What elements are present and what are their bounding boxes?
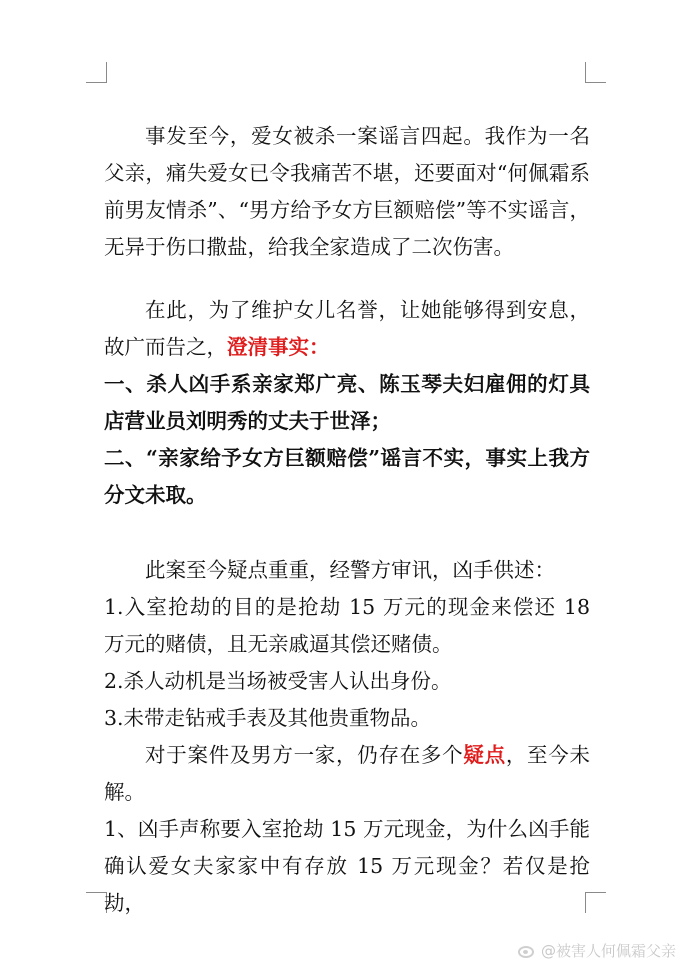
page-corner-mark-top-right [585, 62, 606, 83]
clarify-lead-text: 在此，为了维护女儿名誉，让她能够得到安息，故广而告之， [104, 298, 590, 359]
questions-lead-text: 对于案件及男方一家，仍存在多个 [145, 743, 464, 767]
document-body [104, 118, 590, 922]
spacer [104, 266, 590, 292]
clarify-highlight-text: 澄清事实： [227, 335, 330, 359]
questions-tail-text: ，至今未解。 [104, 743, 591, 804]
page-corner-mark-top-left [86, 62, 107, 83]
weibo-icon [518, 943, 538, 959]
weibo-watermark [518, 940, 676, 961]
paragraph-doubts-intro: 此案至今疑点重重，经警方审讯，凶手供述： [145, 558, 555, 582]
paragraph-open-questions [104, 737, 590, 811]
confession-item-3: 3.未带走钻戒手表及其他贵重物品。 [104, 706, 432, 730]
confession-item-2: 2.杀人动机是当场被受害人认出身份。 [104, 669, 452, 693]
questions-highlight-text: 疑点 [463, 743, 506, 767]
fact-item-1: 一、杀人凶手系亲家郑广亮、陈玉琴夫妇雇佣的灯具店营业员刘明秀的丈夫于世泽； [104, 372, 590, 433]
spacer [104, 514, 590, 552]
paragraph-rumors: 事发至今，爱女被杀一案谣言四起。我作为一名父亲，痛失爱女已令我痛苦不堪，还要面对“何佩霜系前男友情杀”、“男方给予女方巨额赔偿”等不实谣言，无异于伤口撒盐，给我全家造成了二次伤害。 [104, 124, 590, 259]
question-item-1: 1、凶手声称要入室抢劫 15 万元现金，为什么凶手能确认爱女夫家家中有存放 15 万元现金？若仅是抢劫， [104, 817, 590, 915]
paragraph-clarify [104, 292, 590, 366]
confession-item-1: 1.入室抢劫的目的是抢劫 15 万元的现金来偿还 18 万元的赌债，且无亲戚逼其偿还赌债。 [104, 595, 590, 656]
watermark-text: @被害人何佩霜父亲 [540, 942, 676, 960]
fact-item-2: 二、“亲家给予女方巨额赔偿”谣言不实，事实上我方分文未取。 [104, 446, 590, 507]
